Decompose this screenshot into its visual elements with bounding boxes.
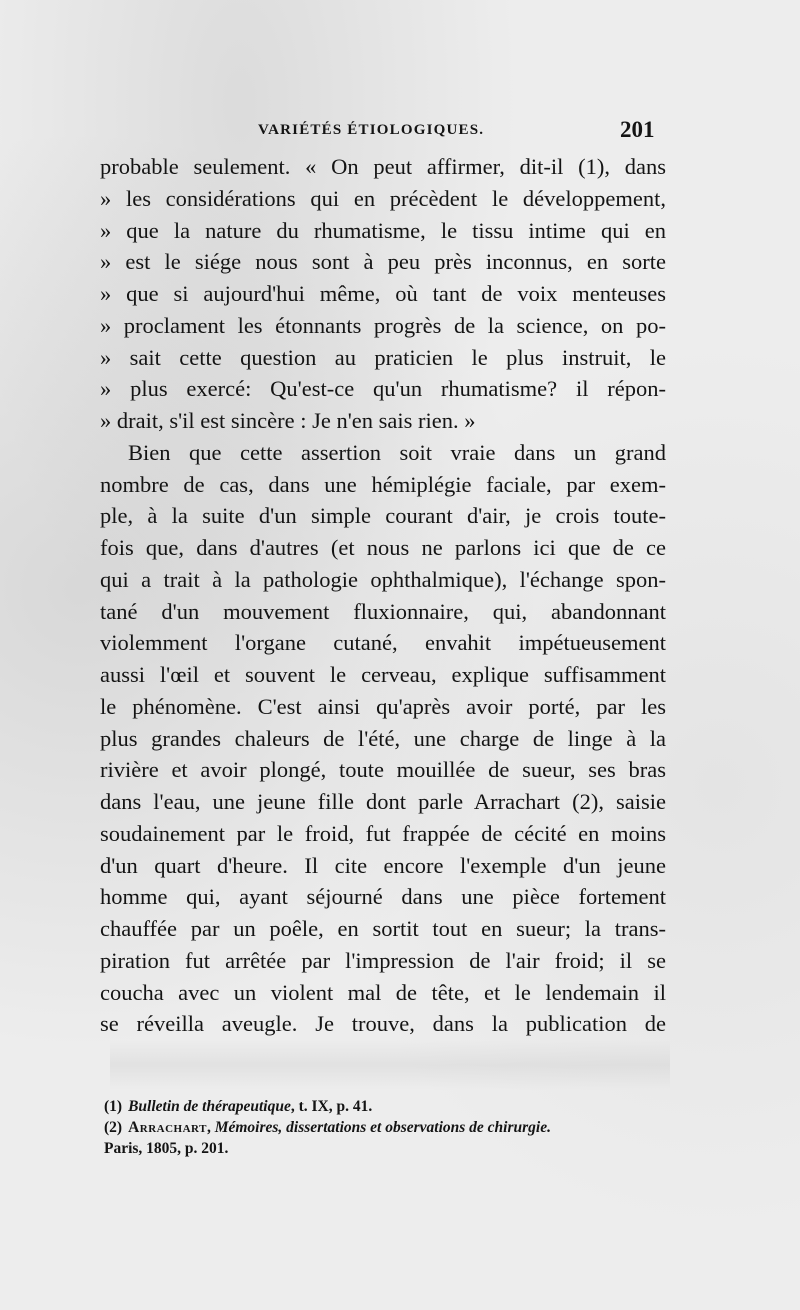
text-line: » drait, s'il est sincère : Je n'en sais rien. » bbox=[100, 408, 476, 433]
text-line: chauffée par un poêle, en sortit tout en sueur; la trans- bbox=[100, 916, 666, 941]
footnote-number: (1) bbox=[104, 1098, 123, 1115]
text-line: tané d'un mouvement fluxionnaire, qui, abandonnant bbox=[100, 598, 666, 624]
text-line: violemment l'organe cutané, envahit impétueusement bbox=[100, 630, 666, 656]
text-line: soudainement par le froid, fut frappée de cécité en moins bbox=[100, 820, 666, 846]
show-through-shadow bbox=[110, 1040, 670, 1090]
footnote-title: Mémoires, dissertations et observations de chirurgie. bbox=[214, 1119, 551, 1136]
text-line: aussi l'œil et souvent le cerveau, explique suffisamment bbox=[100, 662, 666, 687]
text-line: » sait cette question au praticien le plus instruit, le bbox=[100, 344, 666, 370]
text-line: probable seulement. « On peut affirmer, dit-il (1), dans bbox=[100, 154, 666, 179]
text-line: » est le siége nous sont à peu près inconnus, en sorte bbox=[100, 249, 666, 275]
text-line: se réveilla aveugle. Je trouve, dans la publication de bbox=[100, 1011, 666, 1037]
footnote-2-continuation bbox=[104, 1138, 670, 1159]
footnote-reference: , t. IX, p. 41. bbox=[290, 1098, 373, 1115]
footnote-1 bbox=[104, 1096, 670, 1117]
text-line: ple, à la suite d'un simple courant d'air, je crois toute- bbox=[100, 503, 666, 529]
page-header bbox=[0, 117, 800, 147]
text-line: nombre de cas, dans une hémiplégie faciale, par exem- bbox=[100, 471, 666, 497]
text-line: qui a trait à la pathologie ophthalmique), l'échange spon- bbox=[100, 566, 666, 592]
text-line: » les considérations qui en précèdent le développement, bbox=[100, 185, 666, 211]
text-line: homme qui, ayant séjourné dans une pièce fortement bbox=[100, 884, 666, 910]
body-text bbox=[100, 151, 666, 1040]
text-line: » que si aujourd'hui même, où tant de voix menteuses bbox=[100, 281, 666, 306]
footnote-number: (2) bbox=[104, 1119, 123, 1136]
footnote-author: Arrachart bbox=[128, 1119, 207, 1136]
text-line: fois que, dans d'autres (et nous ne parlons ici que de ce bbox=[100, 535, 666, 560]
text-line: rivière et avoir plongé, toute mouillée de sueur, ses bras bbox=[100, 757, 666, 783]
text-line: plus grandes chaleurs de l'été, une charge de linge à la bbox=[100, 725, 666, 751]
footnote-2: (2) Arrachart, Mémoires, dissertations et observations de chirurgie. bbox=[104, 1119, 551, 1136]
paragraph-first-line: Bien que cette assertion soit vraie dans un grand bbox=[128, 439, 666, 465]
running-title: VARIÉTÉS ÉTIOLOGIQUES. bbox=[258, 122, 485, 138]
text-line: » que la nature du rhumatisme, le tissu intime qui en bbox=[100, 217, 666, 243]
text-line: » plus exercé: Qu'est-ce qu'un rhumatisme? il répon- bbox=[100, 376, 666, 402]
footnote-reference: Paris, 1805, p. 201. bbox=[104, 1140, 229, 1157]
footnotes bbox=[104, 1096, 670, 1159]
text-line: coucha avec un violent mal de tête, et le lendemain il bbox=[100, 979, 666, 1005]
text-line: d'un quart d'heure. Il cite encore l'exemple d'un jeune bbox=[100, 852, 666, 878]
text-line: piration fut arrêtée par l'impression de l'air froid; il se bbox=[100, 947, 666, 973]
footnote-title: Bulletin de thérapeutique bbox=[128, 1098, 291, 1115]
page-number: 201 bbox=[620, 117, 655, 142]
text-line: » proclament les étonnants progrès de la science, on po- bbox=[100, 312, 666, 338]
text-line: dans l'eau, une jeune fille dont parle Arrachart (2), saisie bbox=[100, 789, 666, 814]
text-line: le phénomène. C'est ainsi qu'après avoir porté, par les bbox=[100, 693, 666, 719]
